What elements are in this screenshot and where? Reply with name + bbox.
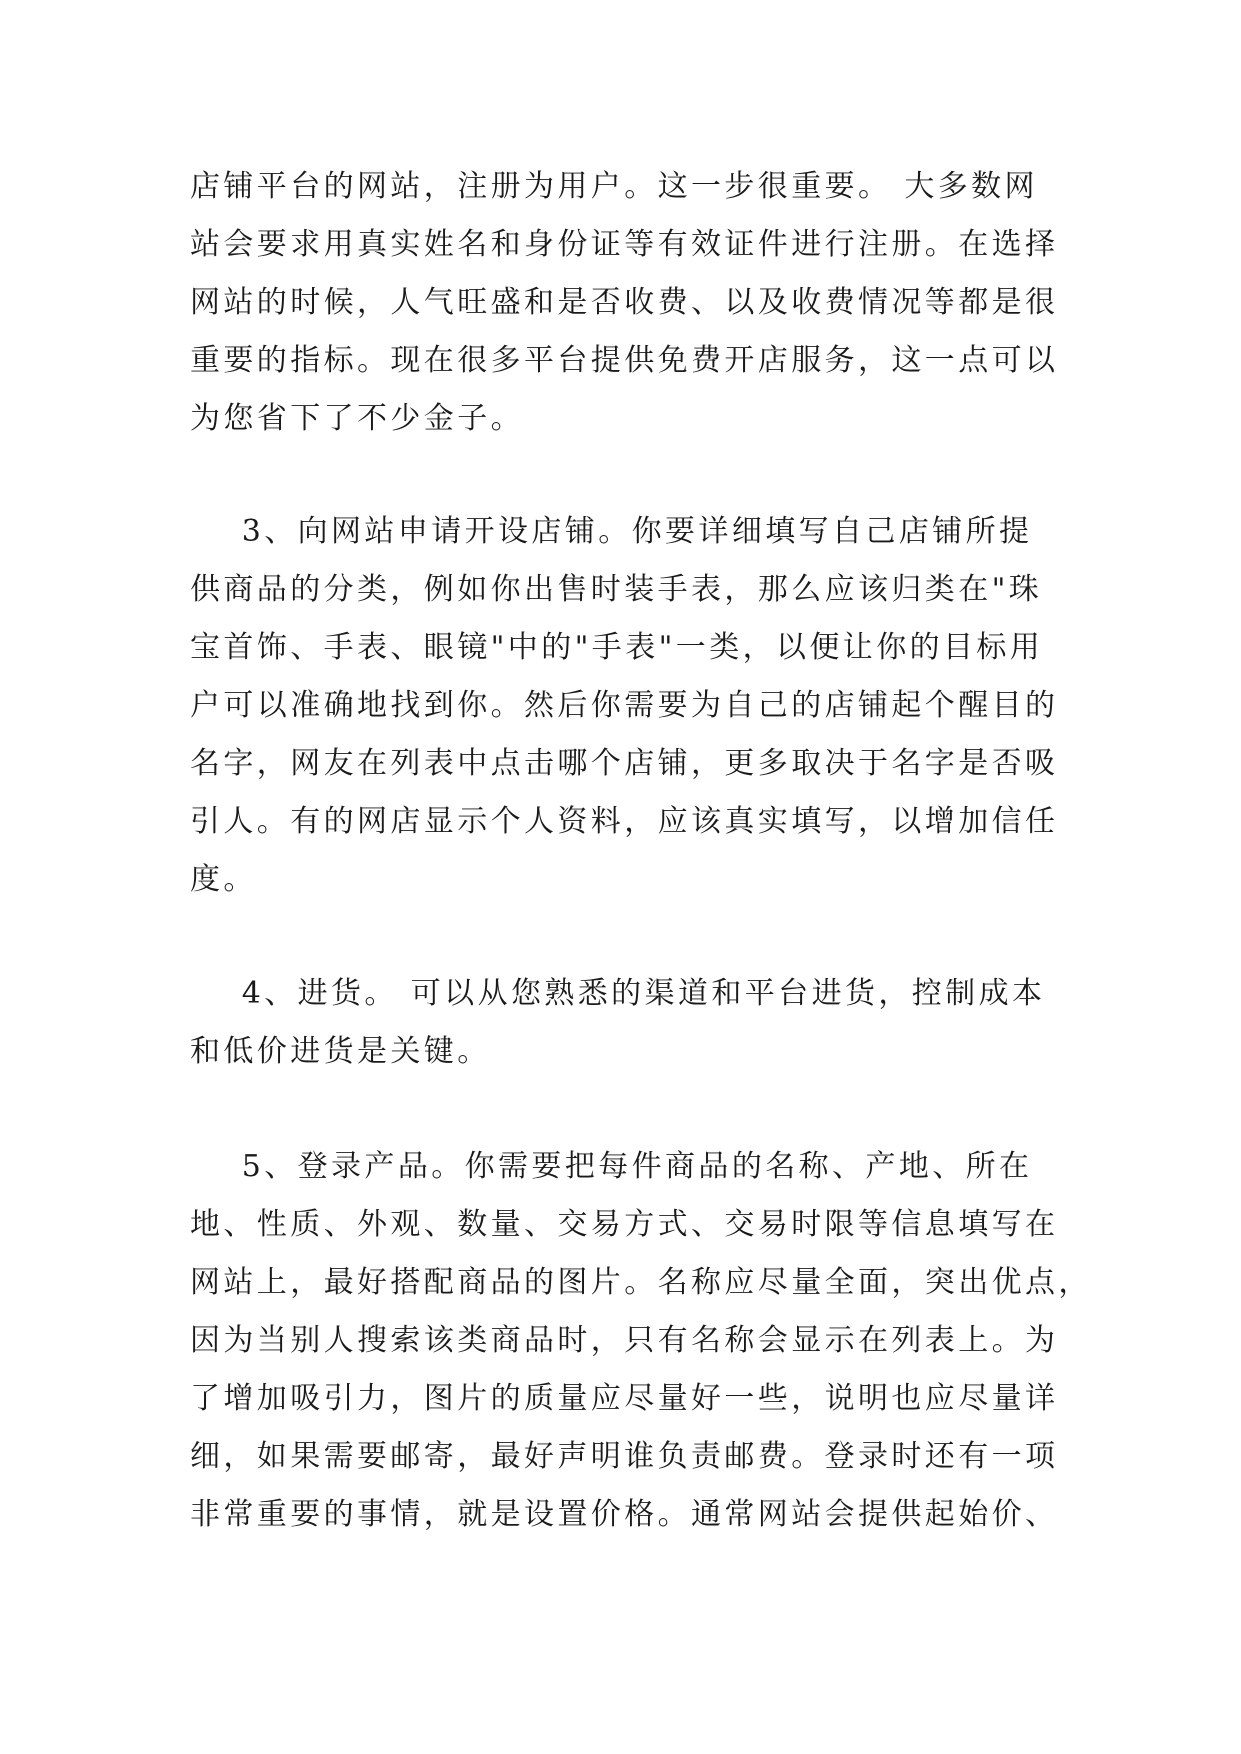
text-line: 网站的时候，人气旺盛和是否收费、以及收费情况等都是很 bbox=[190, 285, 1059, 320]
text-line: 名字，网友在列表中点击哪个店铺，更多取决于名字是否吸 bbox=[190, 746, 1059, 781]
text-line: 4、进货。 可以从您熟悉的渠道和平台进货，控制成本 bbox=[190, 976, 1046, 1011]
text-line: 细，如果需要邮寄，最好声明谁负责邮费。登录时还有一项 bbox=[190, 1439, 1059, 1474]
text-line: 引人。有的网店显示个人资料，应该真实填写，以增加信任 bbox=[190, 804, 1059, 839]
paragraph-open-store bbox=[190, 503, 1059, 909]
text-line: 度。 bbox=[190, 862, 257, 897]
text-line: 网站上，最好搭配商品的图片。名称应尽量全面，突出优点， bbox=[190, 1265, 1092, 1300]
text-line: 因为当别人搜索该类商品时，只有名称会显示在列表上。为 bbox=[190, 1323, 1059, 1358]
paragraph-stock bbox=[190, 965, 1050, 1081]
text-line: 重要的指标。现在很多平台提供免费开店服务，这一点可以 bbox=[190, 343, 1059, 378]
text-line: 为您省下了不少金子。 bbox=[190, 401, 524, 436]
text-line: 5、登录产品。你需要把每件商品的名称、产地、所在 bbox=[190, 1149, 1033, 1184]
text-line: 非常重要的事情，就是设置价格。通常网站会提供起始价、 bbox=[190, 1497, 1059, 1532]
text-line: 户可以准确地找到你。然后你需要为自己的店铺起个醒目的 bbox=[190, 688, 1059, 723]
paragraph-register bbox=[190, 158, 1059, 448]
text-line: 站会要求用真实姓名和身份证等有效证件进行注册。在选择 bbox=[190, 227, 1059, 262]
text-line: 供商品的分类，例如你出售时装手表，那么应该归类在"珠 bbox=[190, 572, 1043, 607]
text-line: 地、性质、外观、数量、交易方式、交易时限等信息填写在 bbox=[190, 1207, 1059, 1242]
text-line: 3、向网站申请开设店铺。你要详细填写自己店铺所提 bbox=[190, 514, 1033, 549]
text-line: 了增加吸引力，图片的质量应尽量好一些，说明也应尽量详 bbox=[190, 1381, 1059, 1416]
text-line: 和低价进货是关键。 bbox=[190, 1034, 491, 1069]
text-line: 宝首饰、手表、眼镜"中的"手表"一类，以便让你的目标用 bbox=[190, 630, 1044, 665]
paragraph-list-products bbox=[190, 1138, 1092, 1544]
text-line: 店铺平台的网站，注册为用户。这一步很重要。 大多数网 bbox=[190, 169, 1038, 204]
